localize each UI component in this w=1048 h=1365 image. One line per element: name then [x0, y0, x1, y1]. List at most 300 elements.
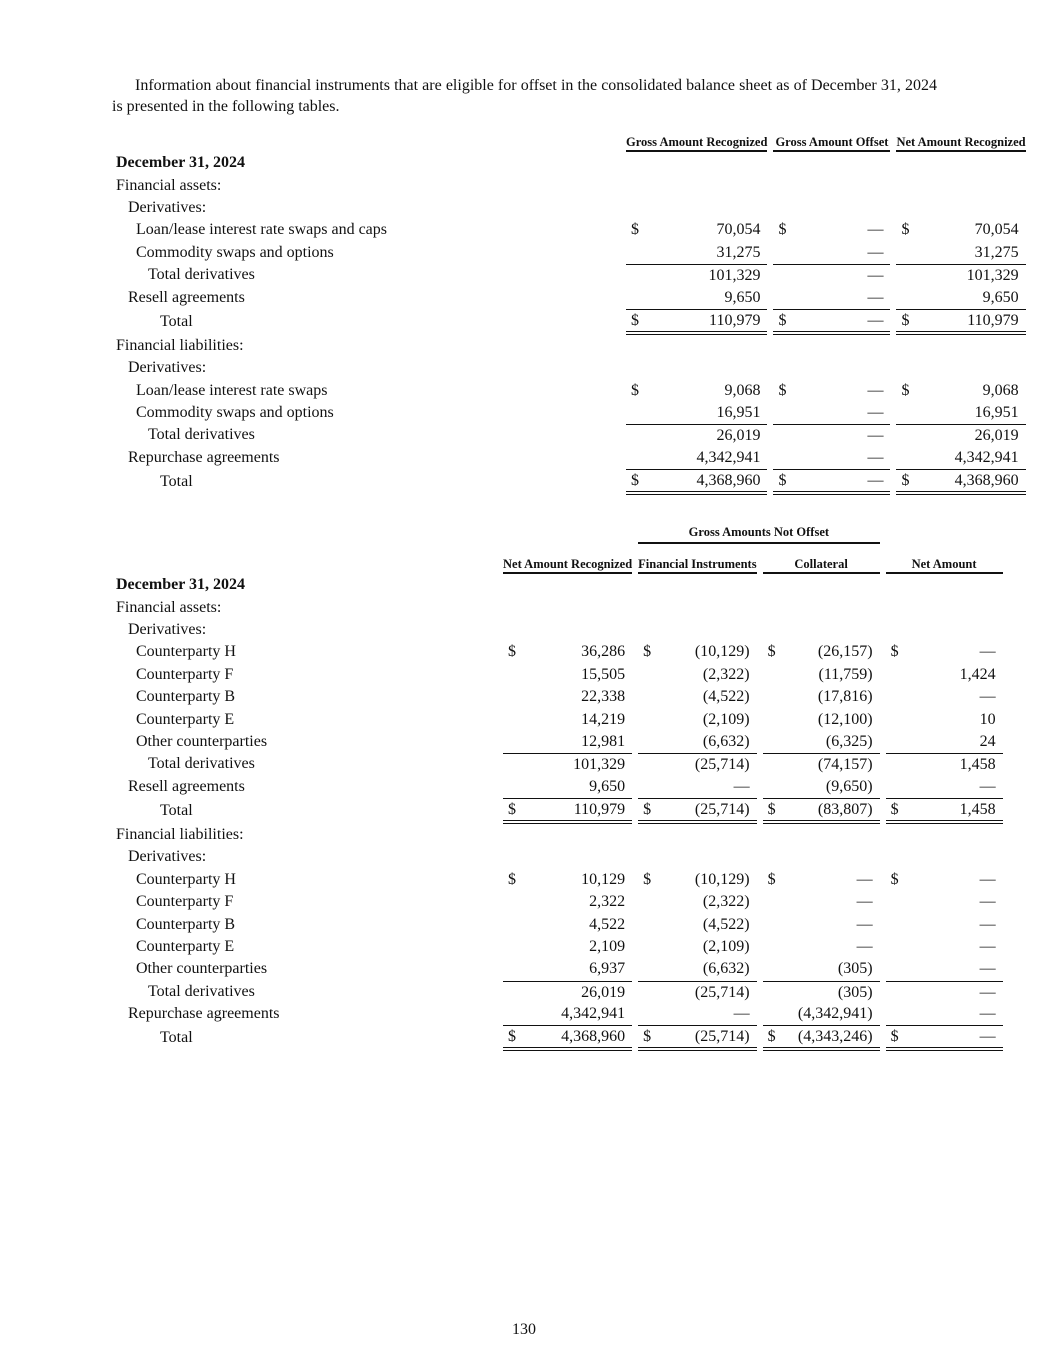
- amount: 4,342,941: [561, 1005, 626, 1023]
- table-row: [112, 958, 1006, 980]
- value-cell: [503, 1025, 632, 1051]
- value-cell: [638, 776, 756, 798]
- table-row: [112, 174, 1029, 196]
- header-gross-amount-recognized: Gross Amount Recognized: [626, 135, 767, 152]
- table-row: [112, 424, 1029, 446]
- value-cell: [886, 958, 1003, 980]
- value-cell: [886, 869, 1003, 891]
- value-cell: [503, 936, 632, 958]
- amount: —: [867, 427, 884, 445]
- amount: —: [979, 960, 996, 978]
- amount: 4,342,941: [954, 448, 1019, 466]
- currency-symbol: $: [508, 800, 516, 818]
- value-cell: [763, 914, 880, 936]
- amount: 2,109: [589, 938, 626, 956]
- table-row: [112, 264, 1029, 286]
- amount: (12,100): [817, 710, 873, 728]
- value-cell: [503, 709, 632, 731]
- row-label: Financial liabilities:: [116, 826, 244, 844]
- value-cell: [626, 287, 767, 309]
- currency-symbol: $: [643, 643, 652, 661]
- currency-symbol: $: [767, 870, 776, 888]
- row-label: Commodity swaps and options: [136, 404, 334, 422]
- value-cell: [763, 958, 880, 980]
- row-label: Resell agreements: [128, 288, 245, 306]
- table-row: [112, 402, 1029, 424]
- amount: 16,951: [716, 404, 761, 422]
- amount: 4,368,960: [954, 472, 1019, 490]
- table-row: [112, 708, 1006, 730]
- amount: (74,157): [817, 756, 873, 774]
- amount: —: [867, 404, 884, 422]
- value-cell: [896, 287, 1025, 309]
- table-row: [112, 574, 1006, 596]
- value-cell: [626, 219, 767, 241]
- value-cell: [763, 709, 880, 731]
- row-label: Financial assets:: [116, 598, 222, 616]
- value-cell: [503, 958, 632, 980]
- table-group-header-row: [112, 525, 1006, 544]
- currency-symbol: $: [767, 800, 776, 818]
- value-cell: [773, 424, 890, 446]
- row-label: Derivatives:: [128, 620, 207, 638]
- amount: 15,505: [581, 665, 626, 683]
- row-label: Counterparty F: [136, 893, 234, 911]
- currency-symbol: $: [890, 1028, 899, 1046]
- amount: 12,981: [581, 732, 626, 750]
- row-label: Repurchase agreements: [128, 1005, 280, 1023]
- amount: 4,342,941: [696, 448, 761, 466]
- row-label: Total: [160, 312, 193, 330]
- amount: (4,522): [702, 915, 750, 933]
- amount: (6,632): [702, 960, 750, 978]
- amount: 9,068: [982, 381, 1019, 399]
- value-cell: [638, 981, 756, 1003]
- table-row: [112, 596, 1006, 618]
- value-cell: [638, 686, 756, 708]
- value-cell: [503, 731, 632, 753]
- amount: 2,322: [589, 893, 626, 911]
- value-cell: [626, 264, 767, 286]
- row-label: Counterparty F: [136, 665, 234, 683]
- table-row: [112, 824, 1006, 846]
- amount: 110,979: [709, 311, 761, 329]
- value-cell: [773, 287, 890, 309]
- value-cell: [638, 869, 756, 891]
- amount: 22,338: [581, 688, 626, 706]
- value-cell: [626, 242, 767, 264]
- currency-symbol: $: [767, 1028, 776, 1046]
- amount: (4,522): [702, 688, 750, 706]
- table-row: [112, 891, 1006, 913]
- currency-symbol: $: [631, 221, 639, 239]
- row-label: Loan/lease interest rate swaps: [136, 381, 328, 399]
- value-cell: [503, 641, 632, 663]
- amount: (17,816): [817, 688, 873, 706]
- row-label: Total: [160, 473, 193, 491]
- amount: (305): [837, 960, 873, 978]
- value-cell: [503, 981, 632, 1003]
- amount: —: [867, 243, 884, 261]
- amount: (2,109): [702, 938, 750, 956]
- header-gross-amount-offset: Gross Amount Offset: [773, 135, 890, 152]
- currency-symbol: $: [901, 381, 910, 399]
- amount: (9,650): [825, 777, 873, 795]
- row-label: Derivatives:: [128, 848, 207, 866]
- amount: 9,650: [724, 288, 761, 306]
- value-cell: [503, 686, 632, 708]
- amount: 24: [979, 732, 996, 750]
- value-cell: [503, 869, 632, 891]
- row-label: Total derivatives: [148, 426, 255, 444]
- currency-symbol: $: [778, 472, 787, 490]
- amount: 26,019: [974, 427, 1019, 445]
- amount: —: [867, 472, 884, 490]
- amount: 101,329: [966, 267, 1019, 285]
- amount: 101,329: [573, 756, 626, 774]
- row-label: Derivatives:: [128, 198, 207, 216]
- table-row: [112, 619, 1006, 641]
- table-header-row: [112, 135, 1029, 152]
- row-label: December 31, 2024: [116, 576, 245, 594]
- header-financial-instruments: Financial Instruments: [638, 557, 756, 574]
- value-cell: [626, 402, 767, 424]
- amount: 1,424: [959, 665, 996, 683]
- amount: 70,054: [974, 221, 1019, 239]
- table-row: [112, 447, 1029, 469]
- currency-symbol: $: [508, 870, 516, 888]
- value-cell: [773, 380, 890, 402]
- value-cell: [638, 709, 756, 731]
- table-row: [112, 731, 1006, 753]
- value-cell: [896, 424, 1025, 446]
- amount: —: [856, 938, 873, 956]
- table-row: [112, 798, 1006, 824]
- amount: 110,979: [967, 311, 1019, 329]
- table-row: [112, 641, 1006, 663]
- amount: (10,129): [694, 870, 750, 888]
- value-cell: [638, 753, 756, 775]
- row-label: Counterparty H: [136, 643, 236, 661]
- amount: (6,632): [702, 732, 750, 750]
- value-cell: [626, 424, 767, 446]
- value-cell: [763, 753, 880, 775]
- value-cell: [626, 380, 767, 402]
- amount: (83,807): [817, 800, 873, 818]
- amount: —: [856, 870, 873, 888]
- value-cell: [626, 469, 767, 495]
- table-row: [112, 357, 1029, 379]
- row-label: Counterparty B: [136, 915, 236, 933]
- value-cell: [638, 731, 756, 753]
- header-net-amount-recognized: Net Amount Recognized: [503, 557, 632, 574]
- value-cell: [773, 264, 890, 286]
- value-cell: [896, 309, 1025, 335]
- row-label: Derivatives:: [128, 359, 207, 377]
- row-label: Repurchase agreements: [128, 448, 280, 466]
- value-cell: [773, 309, 890, 335]
- value-cell: [773, 402, 890, 424]
- amount: (11,759): [818, 665, 873, 683]
- table-row: [112, 380, 1029, 402]
- value-cell: [638, 1025, 756, 1051]
- amount: —: [856, 893, 873, 911]
- value-cell: [773, 242, 890, 264]
- value-cell: [886, 981, 1003, 1003]
- table-row: [112, 335, 1029, 357]
- amount: 70,054: [716, 221, 761, 239]
- value-cell: [763, 981, 880, 1003]
- amount: —: [867, 311, 884, 329]
- amount: 4,522: [589, 915, 626, 933]
- value-cell: [503, 891, 632, 913]
- amount: —: [867, 448, 884, 466]
- currency-symbol: $: [890, 643, 899, 661]
- amount: (6,325): [825, 732, 873, 750]
- amount: —: [867, 267, 884, 285]
- value-cell: [763, 731, 880, 753]
- amount: 6,937: [589, 960, 626, 978]
- table-row: [112, 219, 1029, 241]
- value-cell: [638, 891, 756, 913]
- currency-symbol: $: [508, 1028, 516, 1046]
- amount: 4,368,960: [696, 472, 761, 490]
- amount: (25,714): [694, 983, 750, 1001]
- value-cell: [763, 891, 880, 913]
- value-cell: [896, 219, 1025, 241]
- amount: —: [979, 915, 996, 933]
- value-cell: [763, 798, 880, 824]
- value-cell: [763, 776, 880, 798]
- value-cell: [886, 936, 1003, 958]
- amount: (25,714): [694, 756, 750, 774]
- row-label: Counterparty E: [136, 710, 235, 728]
- currency-symbol: $: [631, 311, 639, 329]
- header-net-amount: Net Amount: [886, 557, 1003, 574]
- amount: (4,343,246): [797, 1028, 873, 1046]
- amount: —: [733, 777, 750, 795]
- currency-symbol: $: [778, 311, 787, 329]
- value-cell: [503, 776, 632, 798]
- value-cell: [886, 798, 1003, 824]
- table-row: [112, 152, 1029, 174]
- table-row: [112, 469, 1029, 495]
- table-row: [112, 753, 1006, 775]
- value-cell: [896, 447, 1025, 469]
- amount: —: [979, 643, 996, 661]
- value-cell: [896, 380, 1025, 402]
- value-cell: [638, 1003, 756, 1025]
- amount: —: [867, 221, 884, 239]
- amount: —: [856, 915, 873, 933]
- amount: 31,275: [716, 243, 761, 261]
- amount: 14,219: [581, 710, 626, 728]
- amount: 31,275: [974, 243, 1019, 261]
- amount: 101,329: [708, 267, 761, 285]
- value-cell: [886, 753, 1003, 775]
- amount: (10,129): [694, 643, 750, 661]
- value-cell: [763, 1025, 880, 1051]
- value-cell: [638, 958, 756, 980]
- amount: —: [979, 938, 996, 956]
- value-cell: [626, 309, 767, 335]
- row-label: Total derivatives: [148, 982, 255, 1000]
- row-label: Commodity swaps and options: [136, 243, 334, 261]
- offset-table: [112, 135, 1029, 495]
- amount: —: [979, 1028, 996, 1046]
- row-label: Total derivatives: [148, 755, 255, 773]
- value-cell: [896, 402, 1025, 424]
- table-row: [112, 309, 1029, 335]
- amount: 4,368,960: [561, 1028, 626, 1046]
- currency-symbol: $: [778, 381, 787, 399]
- amount: 10: [979, 710, 996, 728]
- amount: 26,019: [716, 427, 761, 445]
- amount: —: [979, 1005, 996, 1023]
- row-label: Counterparty H: [136, 870, 236, 888]
- value-cell: [638, 798, 756, 824]
- amount: —: [979, 870, 996, 888]
- value-cell: [886, 891, 1003, 913]
- row-label: Other counterparties: [136, 732, 268, 750]
- row-label: December 31, 2024: [116, 154, 245, 172]
- currency-symbol: $: [901, 221, 910, 239]
- amount: (2,322): [702, 665, 750, 683]
- value-cell: [896, 264, 1025, 286]
- value-cell: [638, 914, 756, 936]
- amount: (25,714): [694, 1028, 750, 1046]
- table-row: [112, 242, 1029, 264]
- header-gross-amounts-not-offset: Gross Amounts Not Offset: [638, 525, 879, 544]
- currency-symbol: $: [890, 870, 899, 888]
- amount: 26,019: [581, 983, 626, 1001]
- amount: —: [979, 777, 996, 795]
- amount: 9,068: [724, 381, 761, 399]
- amount: 9,650: [589, 777, 626, 795]
- row-label: Total: [160, 1029, 193, 1047]
- currency-symbol: $: [631, 472, 639, 490]
- amount: 10,129: [581, 870, 626, 888]
- value-cell: [896, 469, 1025, 495]
- amount: 1,458: [959, 800, 996, 818]
- not-offset-table: [112, 525, 1006, 1051]
- value-cell: [763, 664, 880, 686]
- table-row: [112, 913, 1006, 935]
- amount: (2,109): [702, 710, 750, 728]
- value-cell: [763, 641, 880, 663]
- currency-symbol: $: [901, 472, 910, 490]
- value-cell: [763, 936, 880, 958]
- table-header-row: [112, 544, 1006, 574]
- amount: 9,650: [982, 288, 1019, 306]
- row-label: Counterparty B: [136, 688, 236, 706]
- value-cell: [773, 219, 890, 241]
- amount: (305): [837, 983, 873, 1001]
- row-label: Resell agreements: [128, 777, 245, 795]
- value-cell: [626, 447, 767, 469]
- page-number: 130: [512, 1321, 536, 1338]
- table-row: [112, 1025, 1006, 1051]
- currency-symbol: $: [643, 870, 652, 888]
- row-label: Total derivatives: [148, 266, 255, 284]
- amount: (2,322): [702, 893, 750, 911]
- amount: 110,979: [573, 800, 626, 818]
- value-cell: [886, 914, 1003, 936]
- currency-symbol: $: [508, 643, 516, 661]
- value-cell: [896, 242, 1025, 264]
- currency-symbol: $: [901, 311, 910, 329]
- value-cell: [638, 641, 756, 663]
- amount: —: [733, 1005, 750, 1023]
- table-row: [112, 197, 1029, 219]
- value-cell: [503, 914, 632, 936]
- value-cell: [773, 447, 890, 469]
- table-row: [112, 286, 1029, 308]
- value-cell: [886, 1003, 1003, 1025]
- header-collateral: Collateral: [763, 557, 880, 574]
- value-cell: [503, 798, 632, 824]
- value-cell: [638, 936, 756, 958]
- amount: 1,458: [959, 756, 996, 774]
- row-label: Total: [160, 801, 193, 819]
- table-row: [112, 664, 1006, 686]
- table-row: [112, 869, 1006, 891]
- value-cell: [886, 664, 1003, 686]
- amount: (4,342,941): [797, 1005, 873, 1023]
- header-net-amount-recognized: Net Amount Recognized: [896, 135, 1025, 152]
- row-label: Financial liabilities:: [116, 336, 244, 354]
- value-cell: [763, 686, 880, 708]
- amount: —: [979, 893, 996, 911]
- table-row: [112, 846, 1006, 868]
- table-row: [112, 1003, 1006, 1025]
- row-label: Loan/lease interest rate swaps and caps: [136, 221, 388, 239]
- value-cell: [503, 1003, 632, 1025]
- amount: —: [979, 983, 996, 1001]
- amount: 36,286: [581, 643, 626, 661]
- currency-symbol: $: [890, 800, 899, 818]
- currency-symbol: $: [643, 1028, 652, 1046]
- amount: (26,157): [817, 643, 873, 661]
- table-row: [112, 936, 1006, 958]
- value-cell: [886, 686, 1003, 708]
- row-label: Other counterparties: [136, 960, 268, 978]
- value-cell: [773, 469, 890, 495]
- currency-symbol: $: [631, 381, 639, 399]
- amount: —: [867, 381, 884, 399]
- table-row: [112, 686, 1006, 708]
- table-row: [112, 981, 1006, 1003]
- value-cell: [886, 731, 1003, 753]
- amount: —: [979, 688, 996, 706]
- value-cell: [763, 869, 880, 891]
- value-cell: [503, 664, 632, 686]
- intro-paragraph: Information about financial instruments that are eligible for offset in the consolidated balance sheet as of December 31, 2024 is presented in the following tables.: [112, 77, 937, 115]
- amount: (25,714): [694, 800, 750, 818]
- table-row: [112, 776, 1006, 798]
- value-cell: [886, 709, 1003, 731]
- value-cell: [503, 753, 632, 775]
- row-label: Financial assets:: [116, 176, 222, 194]
- value-cell: [886, 1025, 1003, 1051]
- value-cell: [763, 1003, 880, 1025]
- amount: 16,951: [974, 404, 1019, 422]
- value-cell: [638, 664, 756, 686]
- value-cell: [886, 776, 1003, 798]
- currency-symbol: $: [643, 800, 652, 818]
- currency-symbol: $: [767, 643, 776, 661]
- row-label: Counterparty E: [136, 938, 235, 956]
